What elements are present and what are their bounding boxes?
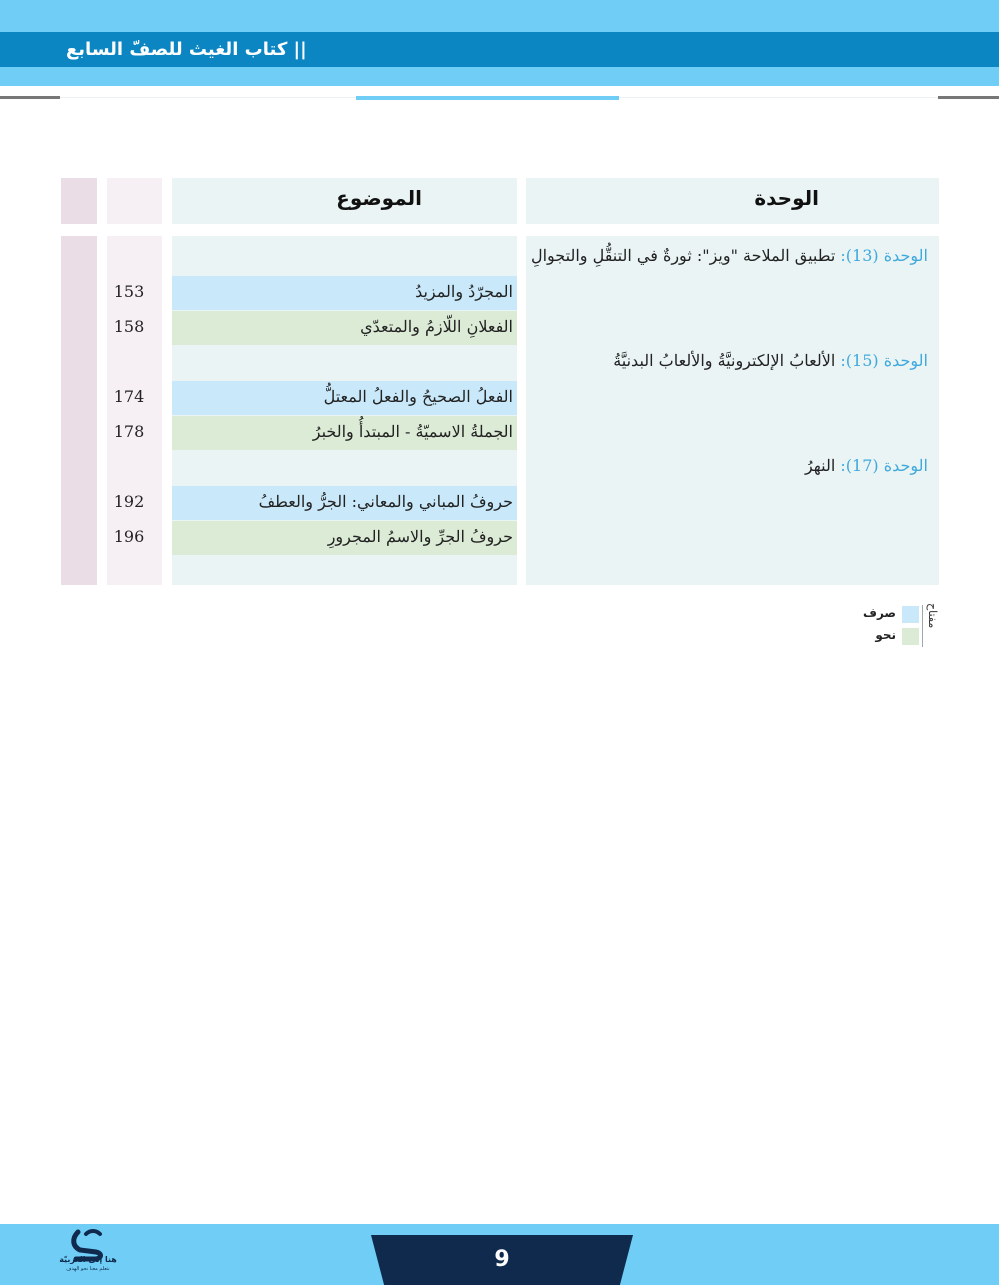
header-bottom-band [0, 67, 999, 86]
divider-right [938, 96, 999, 99]
legend-swatch-nahw [902, 628, 919, 645]
unit-title: النهرُ [804, 456, 836, 475]
legend-swatch-sarf [902, 606, 919, 623]
unit-17 [805, 449, 928, 483]
legend-divider [922, 605, 923, 647]
unit-number: الوحدة (15): [840, 351, 928, 370]
topic-row: الجملةُ الاسميّةُ - المبتدأُ والخبرُ [172, 416, 517, 450]
unit-title: تطبيق الملاحة "ويز": ثورةٌ في التنقُّلِ والتجوالِ [530, 246, 836, 265]
logo-text: هنا إلى العربيّة [59, 1255, 117, 1264]
unit-number: الوحدة (17): [840, 456, 928, 475]
topic-row: الفعلُ الصحيحُ والفعلُ المعتلُّ [172, 381, 517, 415]
page-number: 192 [113, 492, 145, 511]
legend-label-nahw: نحو [875, 628, 896, 642]
page-number: 174 [113, 387, 145, 406]
book-title: || كتاب الغيث للصفّ السابع [66, 39, 307, 60]
topic-row: حروفُ الجرِّ والاسمُ المجرورِ [172, 521, 517, 555]
unit-13 [531, 239, 928, 273]
topic-row: الفعلانِ اللّازمُ والمتعدّي [172, 311, 517, 345]
page-number: 178 [113, 422, 145, 441]
legend-label-sarf: صرف [863, 606, 896, 620]
page-number-footer: 9 [494, 1247, 510, 1272]
header-extra-cell [61, 178, 97, 224]
unit-15 [613, 344, 928, 378]
header-unit-cell [526, 178, 939, 224]
header-page-cell [107, 178, 162, 224]
logo-tagline: نتعلم معنا نحو الهدف [66, 1266, 110, 1272]
header-top-band [0, 0, 999, 32]
unit-title: الألعابُ الإلكترونيَّةُ والألعابُ البدنيَّةُ [613, 351, 836, 370]
page-number: 158 [113, 317, 145, 336]
unit-column-header: الوحدة [754, 186, 819, 210]
topic-column-header: الموضوع [336, 186, 422, 210]
body-unit-column [526, 236, 939, 585]
divider-left [0, 96, 60, 99]
header-topic-cell [172, 178, 517, 224]
unit-number: الوحدة (13): [840, 246, 928, 265]
page-number: 153 [113, 282, 145, 301]
divider-center [356, 96, 619, 100]
legend-title: مفتاح [926, 603, 939, 629]
body-extra-column [61, 236, 97, 585]
page-number: 196 [113, 527, 145, 546]
topic-row: حروفُ المباني والمعاني: الجرُّ والعطفُ [172, 486, 517, 520]
topic-row: المجرّدُ والمزيدُ [172, 276, 517, 310]
